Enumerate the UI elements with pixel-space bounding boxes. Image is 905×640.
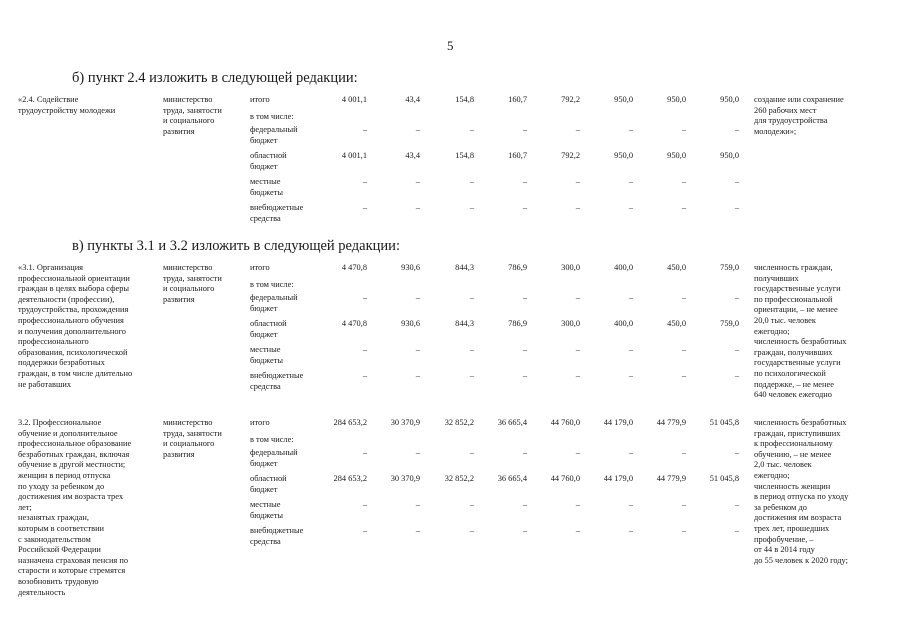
text-line: профессионального обучения <box>18 315 124 325</box>
funding-value-cell: – <box>415 293 420 302</box>
text-line: итого <box>250 263 270 272</box>
funding-value-cell: – <box>415 448 420 457</box>
funding-value-cell: – <box>415 526 420 535</box>
text-line: бюджет <box>250 484 278 494</box>
funding-value-cell: – <box>734 345 739 354</box>
measure-name <box>18 95 156 116</box>
text-line: назначена страховая пенсия по <box>18 555 129 565</box>
text-line: граждан, в том числе длительно <box>18 368 133 378</box>
text-line: 260 рабочих мест <box>754 105 817 115</box>
funding-value-cell: – <box>362 293 367 302</box>
funding-value-cell: 400,0 <box>614 319 633 328</box>
text-line: бюджет <box>250 135 278 145</box>
text-line: внебюджетные <box>250 526 304 535</box>
funding-value-cell: 32 852,2 <box>444 418 474 427</box>
text-line: государственные услуги <box>754 284 841 294</box>
funding-value-cell: – <box>362 177 367 186</box>
responsible-executor <box>163 95 248 137</box>
page-number: 5 <box>447 38 454 53</box>
text-line: в том числе: <box>250 112 294 121</box>
funding-value-cell: 30 370,9 <box>390 418 420 427</box>
text-line: государственные услуги <box>754 358 841 368</box>
funding-value-cell: 450,0 <box>667 319 686 328</box>
funding-value-cell: 32 852,2 <box>444 474 474 483</box>
funding-value-cell: – <box>628 526 633 535</box>
text-line: обучение и дополнительное <box>18 428 118 438</box>
text-line: старости и которые стремятся <box>18 566 126 576</box>
funding-value-cell: – <box>628 293 633 302</box>
funding-value-cell: – <box>415 500 420 509</box>
funding-value-cell: 300,0 <box>561 263 580 272</box>
expected-result <box>754 418 884 566</box>
funding-value-cell: – <box>469 293 474 302</box>
text-line: от 44 в 2014 году <box>754 545 815 555</box>
funding-value-cell: – <box>522 500 527 509</box>
text-line: трудоустройству молодежи <box>18 105 116 115</box>
funding-value-cell: 930,6 <box>401 319 420 328</box>
funding-value-cell: – <box>522 177 527 186</box>
funding-value-cell: 44 179,0 <box>603 474 633 483</box>
funding-value-cell: – <box>575 448 580 457</box>
text-line: федеральный <box>250 293 298 302</box>
funding-value-cell: – <box>734 293 739 302</box>
text-line: численность безработных <box>754 418 847 427</box>
funding-value-cell: – <box>469 345 474 354</box>
text-line: бюджет <box>250 458 278 468</box>
text-line: профобучение, – <box>754 534 814 544</box>
funding-value-cell: – <box>522 125 527 134</box>
funding-value-cell: 154,8 <box>455 95 474 104</box>
text-line: бюджет <box>250 329 278 339</box>
section-heading-b: б) пункт 2.4 изложить в следующей редакции: <box>72 70 358 86</box>
text-line: бюджет <box>250 303 278 313</box>
funding-value-cell: 844,3 <box>455 263 474 272</box>
text-line: не работавших <box>18 379 72 389</box>
text-line: федеральный <box>250 125 298 134</box>
funding-value-cell: – <box>469 125 474 134</box>
text-line: поддержки безработных <box>18 358 105 368</box>
text-line: внебюджетные <box>250 203 304 212</box>
funding-value-cell: – <box>681 345 686 354</box>
text-line: министерство <box>163 95 213 104</box>
text-line: бюджеты <box>250 187 284 197</box>
funding-value-cell: 4 470,8 <box>341 319 367 328</box>
text-line: средства <box>250 213 281 223</box>
text-line: безработных граждан, включая <box>18 449 130 459</box>
text-line: бюджеты <box>250 355 284 365</box>
funding-value-cell: 154,8 <box>455 151 474 160</box>
funding-value-cell: – <box>575 293 580 302</box>
text-line: поддержке, – не менее <box>754 379 834 389</box>
text-line: и социального <box>163 284 215 294</box>
text-line: по профессиональной <box>754 294 833 304</box>
funding-value-cell: – <box>575 371 580 380</box>
funding-value-cell: – <box>469 448 474 457</box>
text-line: незанятых граждан, <box>18 513 89 523</box>
text-line: обучение в другой местности; <box>18 460 126 470</box>
text-line: женщин в период отпуска <box>18 470 111 480</box>
text-line: средства <box>250 381 281 391</box>
funding-value-cell: – <box>681 203 686 212</box>
funding-value-cell: 44 779,9 <box>656 418 686 427</box>
text-line: образования, психологической <box>18 347 128 357</box>
text-line: достижения им возраста <box>754 513 842 523</box>
funding-value-cell: – <box>469 500 474 509</box>
text-line: министерство <box>163 418 213 427</box>
text-line: трудоустройства, прохождения <box>18 305 129 315</box>
text-line: численность женщин <box>754 481 831 491</box>
text-line: 640 человек ежегодно <box>754 390 832 400</box>
funding-value-cell: – <box>628 177 633 186</box>
text-line: итого <box>250 95 270 104</box>
text-line: до 55 человек к 2020 году; <box>754 555 848 565</box>
funding-value-cell: 400,0 <box>614 263 633 272</box>
text-line: достижения им возраста трех <box>18 492 124 502</box>
funding-value-cell: 950,0 <box>720 95 739 104</box>
funding-source-label <box>250 435 325 446</box>
funding-value-cell: – <box>415 345 420 354</box>
text-line: в период отпуска по уходу <box>754 492 849 502</box>
funding-value-cell: – <box>734 203 739 212</box>
funding-source-label <box>250 280 325 291</box>
funding-value-cell: 284 653,2 <box>333 418 367 427</box>
funding-value-cell: – <box>469 526 474 535</box>
text-line: численность граждан, <box>754 263 833 272</box>
funding-value-cell: – <box>415 203 420 212</box>
funding-value-cell: 4 001,1 <box>341 95 367 104</box>
funding-value-cell: – <box>522 203 527 212</box>
funding-source-label <box>250 112 325 123</box>
funding-value-cell: 51 045,8 <box>709 418 739 427</box>
text-line: граждан в целях выбора сферы <box>18 284 130 294</box>
text-line: получивших <box>754 273 799 283</box>
text-line: Российской Федерации <box>18 545 101 555</box>
funding-value-cell: 43,4 <box>405 95 420 104</box>
funding-value-cell: 950,0 <box>614 95 633 104</box>
text-line: для трудоустройства <box>754 116 828 126</box>
text-line: и социального <box>163 439 215 449</box>
funding-value-cell: – <box>681 500 686 509</box>
funding-value-cell: 160,7 <box>508 95 527 104</box>
funding-value-cell: 51 045,8 <box>709 474 739 483</box>
funding-value-cell: 36 665,4 <box>497 474 527 483</box>
text-line: 2,0 тыс. человек <box>754 460 812 470</box>
funding-value-cell: – <box>522 371 527 380</box>
funding-value-cell: 44 779,9 <box>656 474 686 483</box>
responsible-executor <box>163 263 248 305</box>
text-line: деятельность <box>18 587 66 597</box>
text-line: развития <box>163 294 195 304</box>
funding-value-cell: – <box>575 345 580 354</box>
funding-value-cell: – <box>628 500 633 509</box>
funding-value-cell: 930,6 <box>401 263 420 272</box>
funding-value-cell: – <box>681 177 686 186</box>
text-line: трех лет, прошедших <box>754 523 830 533</box>
text-line: профессионального <box>18 337 89 347</box>
text-line: к профессиональному <box>754 439 833 449</box>
text-line: бюджеты <box>250 510 284 520</box>
text-line: численность безработных <box>754 337 847 347</box>
funding-value-cell: – <box>522 526 527 535</box>
funding-value-cell: – <box>362 448 367 457</box>
funding-value-cell: 36 665,4 <box>497 418 527 427</box>
text-line: областной <box>250 319 287 328</box>
expected-result <box>754 95 884 137</box>
funding-value-cell: – <box>469 203 474 212</box>
text-line: труда, занятости <box>163 105 222 115</box>
funding-value-cell: – <box>362 526 367 535</box>
funding-value-cell: – <box>734 448 739 457</box>
funding-value-cell: – <box>681 371 686 380</box>
funding-value-cell: – <box>681 448 686 457</box>
text-line: областной <box>250 151 287 160</box>
funding-value-cell: 792,2 <box>561 151 580 160</box>
funding-value-cell: – <box>734 125 739 134</box>
text-line: лет; <box>18 502 32 512</box>
funding-value-cell: 950,0 <box>614 151 633 160</box>
text-line: 20,0 тыс. человек <box>754 315 816 325</box>
funding-value-cell: – <box>575 526 580 535</box>
funding-value-cell: 284 653,2 <box>333 474 367 483</box>
funding-value-cell: 30 370,9 <box>390 474 420 483</box>
funding-value-cell: 44 179,0 <box>603 418 633 427</box>
text-line: в том числе: <box>250 435 294 444</box>
responsible-executor <box>163 418 248 460</box>
funding-value-cell: 786,9 <box>508 319 527 328</box>
text-line: граждан, приступивших <box>754 428 841 438</box>
measure-name <box>18 263 156 390</box>
funding-value-cell: – <box>681 526 686 535</box>
funding-value-cell: 43,4 <box>405 151 420 160</box>
text-line: министерство <box>163 263 213 272</box>
funding-value-cell: 844,3 <box>455 319 474 328</box>
text-line: местные <box>250 500 281 509</box>
text-line: профессиональной ориентации <box>18 273 130 283</box>
funding-value-cell: 950,0 <box>667 95 686 104</box>
funding-value-cell: – <box>628 345 633 354</box>
text-line: средства <box>250 536 281 546</box>
funding-value-cell: – <box>415 177 420 186</box>
text-line: местные <box>250 177 281 186</box>
funding-value-cell: – <box>734 371 739 380</box>
funding-value-cell: 44 760,0 <box>550 418 580 427</box>
funding-value-cell: – <box>681 293 686 302</box>
funding-value-cell: – <box>628 371 633 380</box>
text-line: деятельности (профессии), <box>18 294 115 304</box>
text-line: развития <box>163 449 195 459</box>
text-line: молодежи»; <box>754 126 797 136</box>
funding-value-cell: 786,9 <box>508 263 527 272</box>
funding-value-cell: – <box>628 203 633 212</box>
funding-value-cell: – <box>415 371 420 380</box>
text-line: внебюджетные <box>250 371 304 380</box>
funding-value-cell: – <box>415 125 420 134</box>
text-line: по уходу за ребенком до <box>18 481 105 491</box>
text-line: обучению, – не менее <box>754 449 832 459</box>
section-heading-v: в) пункты 3.1 и 3.2 изложить в следующей редакции: <box>72 238 400 254</box>
text-line: развития <box>163 126 195 136</box>
text-line: ежегодно; <box>754 470 790 480</box>
funding-value-cell: – <box>681 125 686 134</box>
funding-value-cell: – <box>734 500 739 509</box>
funding-value-cell: – <box>628 448 633 457</box>
funding-value-cell: – <box>522 448 527 457</box>
text-line: итого <box>250 418 270 427</box>
funding-value-cell: – <box>575 125 580 134</box>
text-line: и получения дополнительного <box>18 326 126 336</box>
funding-value-cell: – <box>734 526 739 535</box>
text-line: за ребенком до <box>754 502 807 512</box>
text-line: граждан, получивших <box>754 347 833 357</box>
text-line: труда, занятости <box>163 428 222 438</box>
funding-value-cell: 950,0 <box>720 151 739 160</box>
text-line: «3.1. Организация <box>18 263 84 272</box>
funding-value-cell: 450,0 <box>667 263 686 272</box>
text-line: с законодательством <box>18 534 91 544</box>
funding-value-cell: – <box>362 345 367 354</box>
text-line: ориентации, – не менее <box>754 305 838 315</box>
text-line: 3.2. Профессиональное <box>18 418 102 427</box>
funding-value-cell: – <box>362 371 367 380</box>
funding-value-cell: – <box>628 125 633 134</box>
text-line: и социального <box>163 116 215 126</box>
funding-value-cell: – <box>522 293 527 302</box>
funding-value-cell: – <box>522 345 527 354</box>
funding-value-cell: – <box>575 177 580 186</box>
funding-value-cell: – <box>362 125 367 134</box>
expected-result <box>754 263 884 401</box>
funding-value-cell: 759,0 <box>720 319 739 328</box>
funding-value-cell: – <box>734 177 739 186</box>
funding-value-cell: 160,7 <box>508 151 527 160</box>
funding-value-cell: 4 470,8 <box>341 263 367 272</box>
text-line: местные <box>250 345 281 354</box>
text-line: бюджет <box>250 161 278 171</box>
funding-value-cell: 44 760,0 <box>550 474 580 483</box>
text-line: создание или сохранение <box>754 95 844 104</box>
funding-value-cell: 792,2 <box>561 95 580 104</box>
text-line: по психологической <box>754 368 826 378</box>
funding-value-cell: – <box>362 203 367 212</box>
text-line: федеральный <box>250 448 298 457</box>
funding-value-cell: – <box>362 500 367 509</box>
funding-value-cell: – <box>575 500 580 509</box>
funding-value-cell: – <box>469 177 474 186</box>
text-line: профессиональное образование <box>18 439 132 449</box>
funding-value-cell: 300,0 <box>561 319 580 328</box>
funding-value-cell: – <box>575 203 580 212</box>
measure-name <box>18 418 156 598</box>
funding-value-cell: – <box>469 371 474 380</box>
text-line: «2.4. Содействие <box>18 95 79 104</box>
funding-value-cell: 4 001,1 <box>341 151 367 160</box>
text-line: труда, занятости <box>163 273 222 283</box>
text-line: областной <box>250 474 287 483</box>
funding-value-cell: 759,0 <box>720 263 739 272</box>
text-line: в том числе: <box>250 280 294 289</box>
text-line: возобновить трудовую <box>18 576 99 586</box>
funding-value-cell: 950,0 <box>667 151 686 160</box>
text-line: ежегодно; <box>754 326 790 336</box>
text-line: которым в соответствии <box>18 523 105 533</box>
